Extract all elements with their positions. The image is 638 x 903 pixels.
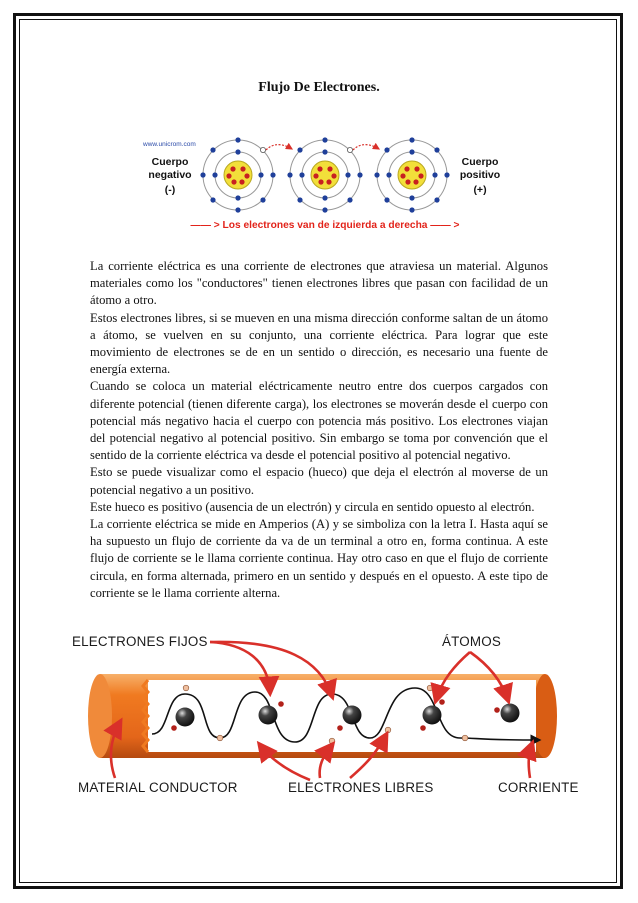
- positive-body-label-1: Cuerpo: [461, 156, 499, 168]
- atoms-electron-flow-figure: [140, 135, 500, 235]
- electron-jump-arrow-2: [353, 145, 379, 150]
- negative-body-label-2: negativo: [148, 169, 192, 181]
- negative-sign: (-): [164, 184, 176, 196]
- label-material-conductor: MATERIAL CONDUCTOR: [78, 780, 238, 795]
- body-text: [90, 258, 548, 602]
- label-current: CORRIENTE: [498, 780, 579, 795]
- paragraph-3: Cuando se coloca un material eléctricamente neutro entre dos cuerpos cargados con diferente potencial (tienen diferente carga), los electrones se moverán desde el cuerpo con potencial más negativo hacia el cuerpo con potencia más positivo. Los electrones viajan del potencial negativo al potencial positivo. Sin embargo se toma por convención que el sentido de la corriente eléctrica va desde el potencial positivo al potencial negativo.: [90, 379, 548, 463]
- atom-3: [374, 137, 449, 212]
- label-free-electrons: ELECTRONES LIBRES: [288, 780, 434, 795]
- atom-2: [287, 137, 362, 212]
- positive-sign: (+): [473, 184, 487, 196]
- label-fixed-electrons: ELECTRONES FIJOS: [72, 634, 208, 649]
- atom-1: [200, 137, 275, 212]
- negative-body-label-1: Cuerpo: [151, 156, 189, 168]
- paragraph-2: Estos electrones libres, si se mueven en una misma dirección conforme saltan de un átomo a átomo, se vuelven en su conjunto, una corriente eléctrica. Para lograr que este movimiento de electrones se de en un sentido o dirección, es necesario una fuente de energía externa.: [90, 310, 548, 377]
- conductor-current-figure: [70, 630, 590, 805]
- label-atoms: ÁTOMOS: [442, 634, 501, 649]
- atoms-figure-caption: —— > Los electrones van de izquierda a derecha —— >: [190, 220, 460, 231]
- paragraph-4: Esto se puede visualizar como el espacio (hueco) que deja el electrón al moverse de un potencial negativo a un positivo.: [90, 465, 548, 497]
- electron-jump-arrow-1: [266, 145, 292, 150]
- paragraph-6: La corriente eléctrica se mide en Amperios (A) y se simboliza con la letra I. Hasta aquí se ha supuesto un flujo de corriente da va de un terminal a otro en, forma continua. A este flujo de corriente se le llama corriente continua. Hay otro caso en que el flujo de corriente circula, en forma alternada, primero en un sentido y después en el opuesto. A este tipo de corriente se le llama corriente alterna.: [90, 517, 548, 600]
- conductor-tube: [88, 674, 557, 758]
- page-title: Flujo De Electrones.: [258, 80, 380, 95]
- paragraph-5: Este hueco es positivo (ausencia de un electrón) y circula en sentido opuesto al electrón.: [90, 499, 535, 514]
- positive-body-label-2: positivo: [459, 169, 500, 181]
- source-label: www.unicrom.com: [143, 141, 196, 148]
- paragraph-1: La corriente eléctrica es una corriente de electrones que atraviesa un material. Algunos materiales como los "conductores" tienen electrones libres que pasan con facilidad de un átomo a otro.: [90, 259, 548, 308]
